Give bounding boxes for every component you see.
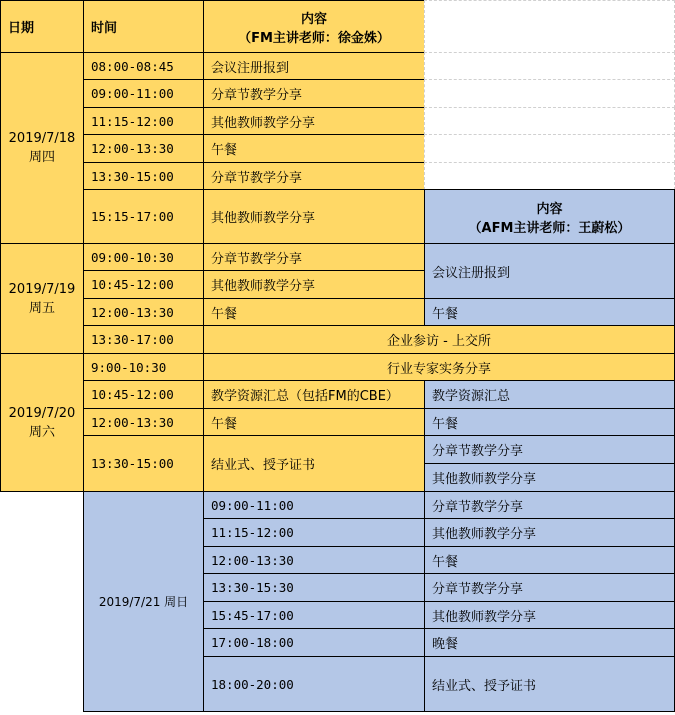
fm-cell xyxy=(203,243,425,271)
time-text: 09:00-11:00 xyxy=(211,497,294,513)
afm-cell xyxy=(424,243,675,299)
fm-text: 分章节教学分享 xyxy=(211,170,303,186)
time-cell xyxy=(83,107,204,135)
fm-cell xyxy=(203,107,425,135)
day3-date-cell xyxy=(0,353,84,492)
time-cell xyxy=(83,325,204,354)
time-text: 9:00-10:30 xyxy=(91,359,167,375)
fm-text: 分章节教学分享 xyxy=(211,88,303,103)
afm-text: 会议注册报到 xyxy=(432,265,511,281)
time-cell xyxy=(83,134,204,163)
day2-weekday: 周五 xyxy=(28,300,55,316)
time-text: 12:00-13:30 xyxy=(211,552,294,568)
time-text: 11:15-12:00 xyxy=(211,525,294,540)
fm-text: 其他教师教学分享 xyxy=(211,279,316,294)
fm-text: 教学资源汇总（包括FM的CBE） xyxy=(211,389,399,404)
day4-date: 2019/7/21 周日 xyxy=(98,595,189,609)
day2-date-cell xyxy=(0,243,84,354)
header-content-fm xyxy=(203,0,425,53)
afm-text: 教学资源汇总 xyxy=(432,389,511,404)
afm-cell xyxy=(424,546,675,574)
time-text: 09:00-10:30 xyxy=(91,249,174,265)
empty-cell xyxy=(424,162,675,190)
day1-date: 2019/7/18 xyxy=(8,131,76,146)
time-cell xyxy=(83,353,204,381)
afm-cell xyxy=(424,491,675,519)
afm-cell xyxy=(424,463,675,492)
header-time xyxy=(83,0,204,53)
merged-cell xyxy=(203,353,675,381)
day1-weekday: 周四 xyxy=(28,150,55,165)
time-text: 08:00-08:45 xyxy=(91,58,174,74)
fm-text: 会议注册报到 xyxy=(211,60,290,76)
fm-text: 午餐 xyxy=(211,143,238,158)
time-text: 17:00-18:00 xyxy=(211,635,294,650)
header-content-afm-sub: （AFM主讲老师：王蔚松） xyxy=(468,220,631,236)
afm-text: 午餐 xyxy=(432,554,459,570)
empty-cell xyxy=(424,134,675,163)
fm-cell xyxy=(203,134,425,163)
time-cell xyxy=(83,270,204,299)
time-cell xyxy=(83,79,204,108)
time-cell xyxy=(83,408,204,436)
afm-cell xyxy=(424,518,675,547)
fm-cell xyxy=(203,408,425,436)
afm-cell xyxy=(424,656,675,712)
fm-text: 结业式、授予证书 xyxy=(211,458,316,473)
fm-text: 分章节教学分享 xyxy=(211,251,303,267)
afm-text: 其他教师教学分享 xyxy=(432,527,537,542)
fm-cell xyxy=(203,298,425,326)
header-content-fm-title: 内容 xyxy=(300,11,327,27)
afm-text: 午餐 xyxy=(432,306,459,322)
time-text: 13:30-15:00 xyxy=(91,456,174,471)
empty-cell xyxy=(424,52,675,80)
time-cell xyxy=(203,601,425,629)
afm-text: 午餐 xyxy=(432,416,459,432)
fm-cell xyxy=(203,435,425,492)
afm-cell xyxy=(424,298,675,326)
fm-cell xyxy=(203,79,425,108)
fm-cell xyxy=(203,380,425,409)
afm-text: 其他教师教学分享 xyxy=(432,609,537,625)
afm-text: 分章节教学分享 xyxy=(432,444,524,459)
fm-text: 午餐 xyxy=(211,416,238,432)
time-cell xyxy=(203,656,425,712)
header-time-label: 时间 xyxy=(91,21,118,36)
time-text: 12:00-13:30 xyxy=(91,304,174,320)
time-text: 10:45-12:00 xyxy=(91,387,174,402)
time-cell xyxy=(203,573,425,602)
time-cell xyxy=(83,435,204,492)
afm-text: 分章节教学分享 xyxy=(432,499,524,515)
time-text: 09:00-11:00 xyxy=(91,86,174,101)
fm-text: 午餐 xyxy=(211,306,238,322)
afm-cell xyxy=(424,601,675,629)
time-cell xyxy=(83,380,204,409)
time-text: 12:00-13:30 xyxy=(91,141,174,156)
fm-cell xyxy=(203,270,425,299)
fm-text: 其他教师教学分享 xyxy=(211,115,316,131)
afm-cell xyxy=(424,628,675,657)
afm-text: 结业式、授予证书 xyxy=(432,678,537,694)
time-cell xyxy=(203,491,425,519)
fm-text: 其他教师教学分享 xyxy=(211,211,316,226)
fm-cell xyxy=(203,189,425,244)
time-cell xyxy=(83,298,204,326)
time-text: 13:30-17:00 xyxy=(91,332,174,347)
time-cell xyxy=(83,52,204,80)
time-text: 15:45-17:00 xyxy=(211,607,294,623)
header-date xyxy=(0,0,84,53)
time-cell xyxy=(83,162,204,190)
afm-cell xyxy=(424,573,675,602)
time-text: 13:30-15:30 xyxy=(211,580,294,595)
time-text: 18:00-20:00 xyxy=(211,676,294,692)
day3-weekday: 周六 xyxy=(28,424,55,440)
merged-text: 行业专家实务分享 xyxy=(386,361,491,377)
merged-cell xyxy=(203,325,675,354)
time-cell xyxy=(83,189,204,244)
header-content-afm xyxy=(424,189,675,244)
afm-text: 其他教师教学分享 xyxy=(432,472,537,487)
day4-date-cell xyxy=(83,491,204,712)
time-text: 11:15-12:00 xyxy=(91,113,174,129)
merged-text: 企业参访 - 上交所 xyxy=(387,334,491,349)
afm-cell xyxy=(424,408,675,436)
header-date-label: 日期 xyxy=(8,21,35,36)
header-content-fm-sub: （FM主讲老师：徐金姝） xyxy=(238,30,390,46)
empty-cell xyxy=(424,0,675,53)
day1-date-cell xyxy=(0,52,84,244)
time-text: 15:15-17:00 xyxy=(91,209,174,224)
fm-cell xyxy=(203,52,425,80)
header-content-afm-title: 内容 xyxy=(536,201,563,217)
day2-date: 2019/7/19 xyxy=(8,281,76,297)
time-cell xyxy=(203,518,425,547)
afm-cell xyxy=(424,380,675,409)
time-text: 10:45-12:00 xyxy=(91,277,174,292)
time-cell xyxy=(203,546,425,574)
time-cell xyxy=(203,628,425,657)
afm-text: 晚餐 xyxy=(432,637,459,652)
empty-cell xyxy=(424,79,675,108)
fm-cell xyxy=(203,162,425,190)
day3-date: 2019/7/20 xyxy=(8,405,76,421)
time-text: 13:30-15:00 xyxy=(91,168,174,184)
afm-text: 分章节教学分享 xyxy=(432,582,524,597)
empty-cell xyxy=(424,107,675,135)
time-text: 12:00-13:30 xyxy=(91,414,174,430)
time-cell xyxy=(83,243,204,271)
afm-cell xyxy=(424,435,675,464)
